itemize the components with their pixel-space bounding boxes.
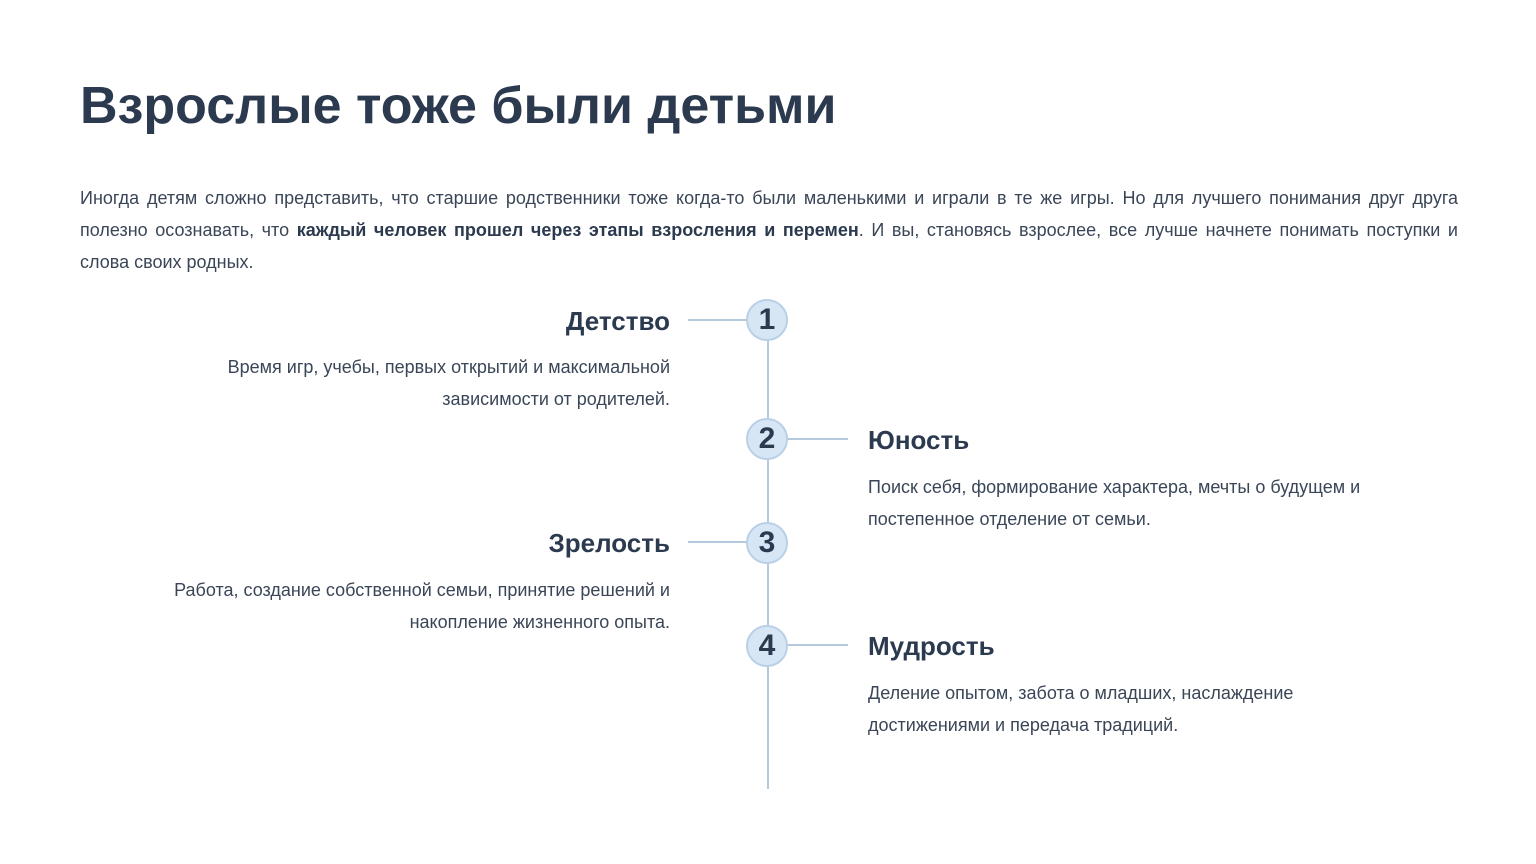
intro-text-bold: каждый человек прошел через этапы взросления и перемен bbox=[296, 220, 859, 240]
stage-2-number-badge: 2 bbox=[746, 418, 788, 460]
connector-3 bbox=[688, 541, 748, 543]
page-title: Взрослые тоже были детьми bbox=[80, 77, 837, 135]
intro-text-before: Иногда детям сложно представить, что старшие родственники тоже когда-то были маленькими и играли в те же игры. Но для лучшего понимания друг друга полезно осознавать, что bbox=[80, 188, 1458, 240]
stage-1-number-badge: 1 bbox=[746, 299, 788, 341]
connector-4 bbox=[788, 644, 848, 646]
intro-paragraph bbox=[80, 182, 1458, 278]
connector-1 bbox=[688, 319, 748, 321]
stage-4-number-badge: 4 bbox=[746, 625, 788, 667]
stage-3-number-badge: 3 bbox=[746, 522, 788, 564]
stage-3-description: Работа, создание собственной семьи, принятие решений и накопление жизненного опыта. bbox=[174, 580, 670, 632]
stage-1-title: Детство bbox=[565, 306, 670, 336]
stage-3-title: Зрелость bbox=[548, 528, 670, 558]
stage-4-description: Деление опытом, забота о младших, наслаждение достижениями и передача традиций. bbox=[868, 683, 1294, 735]
stage-4-title: Мудрость bbox=[868, 631, 995, 661]
stage-2-title: Юность bbox=[868, 425, 970, 455]
intro-text-after: . И вы, становясь взрослее, все лучше начнете понимать поступки и слова своих родных. bbox=[80, 220, 1458, 272]
stage-2-description: Поиск себя, формирование характера, мечты о будущем и постепенное отделение от семьи. bbox=[868, 477, 1361, 529]
stage-1-description: Время игр, учебы, первых открытий и максимальной зависимости от родителей. bbox=[227, 357, 670, 409]
connector-2 bbox=[788, 438, 848, 440]
